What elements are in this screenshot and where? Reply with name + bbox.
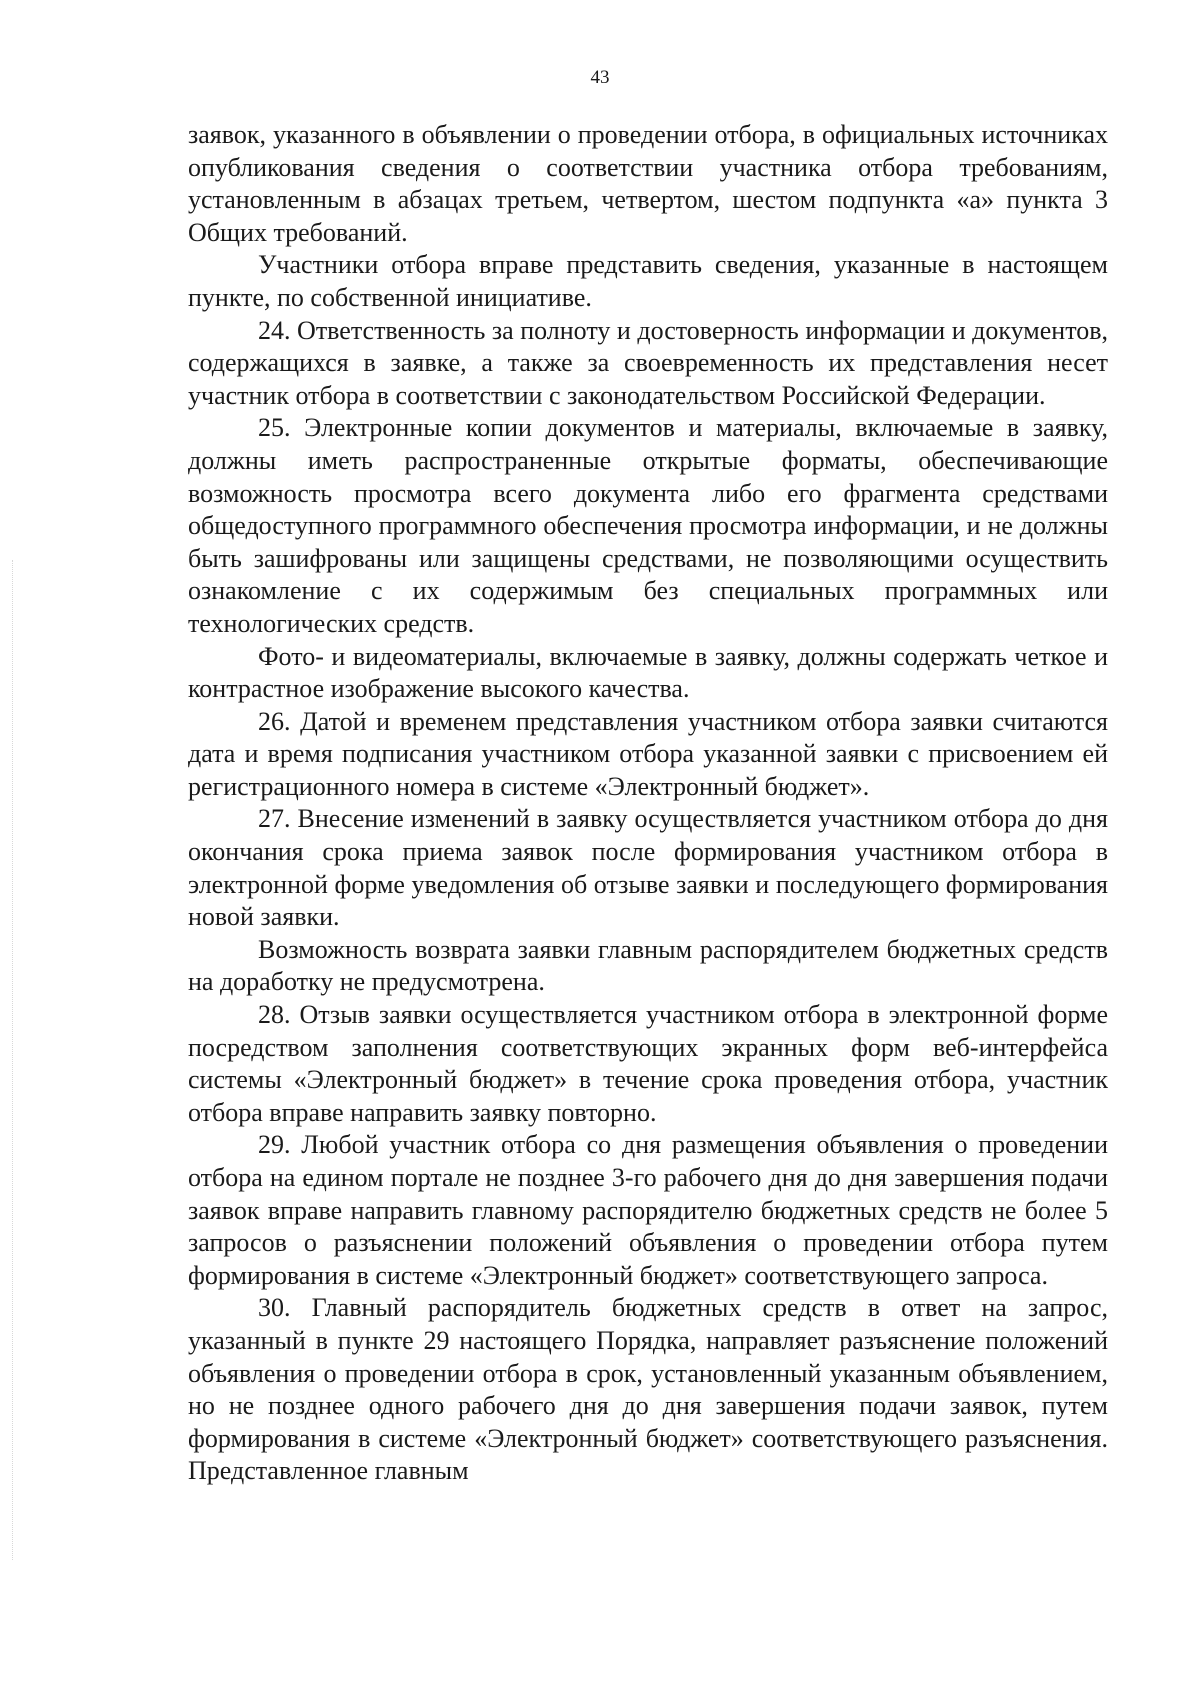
page-number: 43 <box>590 67 610 88</box>
paragraph-photo-video: Фото- и видеоматериалы, включаемые в заявку, должны содержать четкое и контрастное изображение высокого качества. <box>188 641 1108 704</box>
paragraph-24: 24. Ответственность за полноту и достоверность информации и документов, содержащихся в заявке, а также за своевременность их представления несет участник отбора в соответствии с законодательством Российской Федерации. <box>188 315 1108 410</box>
scan-edge-marks <box>12 560 14 1560</box>
paragraph-self-initiative: Участники отбора вправе представить сведения, указанные в настоящем пункте, по собственной инициативе. <box>188 250 1108 312</box>
paragraph-30: 30. Главный распорядитель бюджетных средств в ответ на запрос, указанный в пункте 29 настоящего Порядка, направляет разъяснение положений объявления о проведении отбора в срок, установленный указанным объявлением, но не позднее одного рабочего дня до дня завершения подачи заявок, путем формирования в системе «Электронный бюджет» соответствующего разъяснения. Представленное главным <box>188 1293 1108 1486</box>
paragraph-27: 27. Внесение изменений в заявку осуществляется участником отбора до дня окончания срока приема заявок после формирования участником отбора в электронной форме уведомления об отзыве заявки и последующего формирования новой заявки. <box>188 804 1108 932</box>
paragraph-29: 29. Любой участник отбора со дня размещения объявления о проведении отбора на едином портале не позднее 3-го рабочего дня до дня завершения подачи заявок вправе направить главному распорядителю бюджетных средств не более 5 запросов о разъяснении положений объявления о проведении отбора путем формирования в системе «Электронный бюджет» соответствующего запроса. <box>188 1130 1108 1290</box>
paragraph-28: 28. Отзыв заявки осуществляется участником отбора в электронной форме посредством заполнения соответствующих экранных форм веб-интерфейса системы «Электронный бюджет» в течение срока проведения отбора, участник отбора вправе направить заявку повторно. <box>188 1000 1108 1127</box>
paragraph-continuation: заявок, указанного в объявлении о проведении отбора, в официальных источниках опубликования сведения о соответствии участника отбора требованиям, установленным в абзацах третьем, четвертом, шестом подпункта «а» пункта 3 Общих требований. <box>188 120 1108 247</box>
paragraph-25: 25. Электронные копии документов и материалы, включаемые в заявку, должны иметь распространенные открытые форматы, обеспечивающие возможность просмотра всего документа либо его фрагмента средствами общедоступного программного обеспечения просмотра информации, и не должны быть зашифрованы или защищены средствами, не позволяющими осуществить ознакомление с их содержимым без специальных программных или технологических средств. <box>188 413 1108 638</box>
paragraph-return-not-provided: Возможность возврата заявки главным распорядителем бюджетных средств на доработку не предусмотрена. <box>188 934 1108 997</box>
document-body <box>188 119 1108 1488</box>
paragraph-26: 26. Датой и временем представления участником отбора заявки считаются дата и время подписания участником отбора указанной заявки с присвоением ей регистрационного номера в системе «Электронный бюджет». <box>188 706 1108 801</box>
